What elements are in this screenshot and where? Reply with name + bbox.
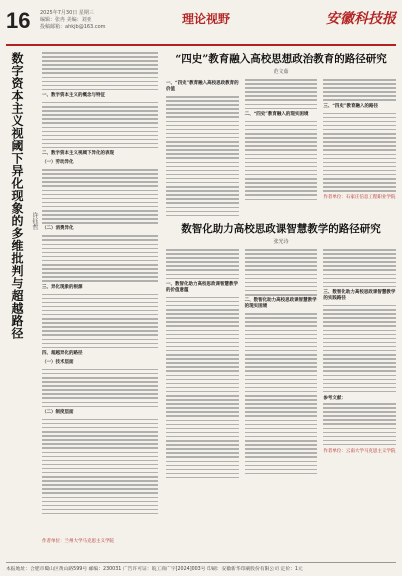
article-column <box>323 249 396 481</box>
left-article <box>6 52 158 548</box>
subhead: 四、超越异化的路径 <box>42 350 83 356</box>
article-four-history <box>166 52 396 219</box>
subhead: 三、数智化助力高校思政课智慧教学的实践路径 <box>323 289 396 301</box>
subhead: 一、数智化助力高校思政课智慧教学的价值意蕴 <box>166 281 238 293</box>
article-smart-teaching <box>166 222 396 481</box>
page-number: 16 <box>6 8 31 33</box>
subhead: 三、异化现象的根源 <box>42 284 83 290</box>
subhead: 一、数字资本主义的概念与特征 <box>42 92 105 98</box>
email-line: 投稿邮箱：ahkjb@163.com <box>40 24 106 30</box>
header-meta <box>40 10 106 31</box>
subhead: 二、数字资本主义视阈下异化的表现 <box>42 151 114 157</box>
subhead: 三、“四史”教育融入的路径 <box>323 103 379 109</box>
article-column <box>245 249 318 481</box>
page-header <box>6 6 396 46</box>
article1-affiliation: 作者单位：石家庄信息工程职业学院 <box>323 195 396 201</box>
subhead: （二）消费异化 <box>42 226 74 232</box>
page-footer: 本报地址：合肥市蜀山区黄山路599号 邮编：230031 广告许可证：皖工商广字[2024]003号 印刷：安徽新华印刷股份有限公司 定价：1元 <box>6 562 396 572</box>
left-article-body <box>42 52 158 517</box>
references-heading: 参考文献： <box>323 396 346 401</box>
article-title: “四史”教育融入高校思想政治教育的路径研究 <box>175 53 387 65</box>
article-column <box>166 249 239 481</box>
subhead: 二、数智化助力高校思政课智慧教学的现实困境 <box>244 298 317 310</box>
newspaper-logo: 安徽科技报 <box>326 11 396 27</box>
section-title: 理论视野 <box>182 12 231 26</box>
left-article-affiliation: 作者单位：兰州大学马克思主义学院 <box>42 539 114 544</box>
left-article-author: 许钰哲 <box>31 212 38 230</box>
subhead: 一、“四史”教育融入高校思政教育的价值 <box>166 81 239 92</box>
article2-affiliation: 作者单位：云南大学马克思主义学院 <box>323 449 396 455</box>
article-title: 数智化助力高校思政课智慧教学的路径研究 <box>181 223 381 235</box>
article-author: 范文茹 <box>273 69 289 75</box>
article-author: 张光诗 <box>273 239 289 245</box>
subhead: （一）劳动异化 <box>42 160 74 166</box>
subhead: （一）技术层面 <box>42 359 74 365</box>
left-article-title: 数字资本主义视阈下异化现象的多维批判与超越路径 <box>10 52 24 340</box>
editor-line: 编辑：张冉 美编：刘亚 <box>40 17 92 23</box>
article-column <box>166 79 239 219</box>
article-column <box>245 79 318 219</box>
subhead: （二）制度层面 <box>42 409 74 415</box>
subhead: 二、“四史”教育融入的现实困境 <box>244 111 309 117</box>
date-line: 2025年7月30日 星期三 <box>40 10 94 16</box>
article-column <box>323 79 396 219</box>
